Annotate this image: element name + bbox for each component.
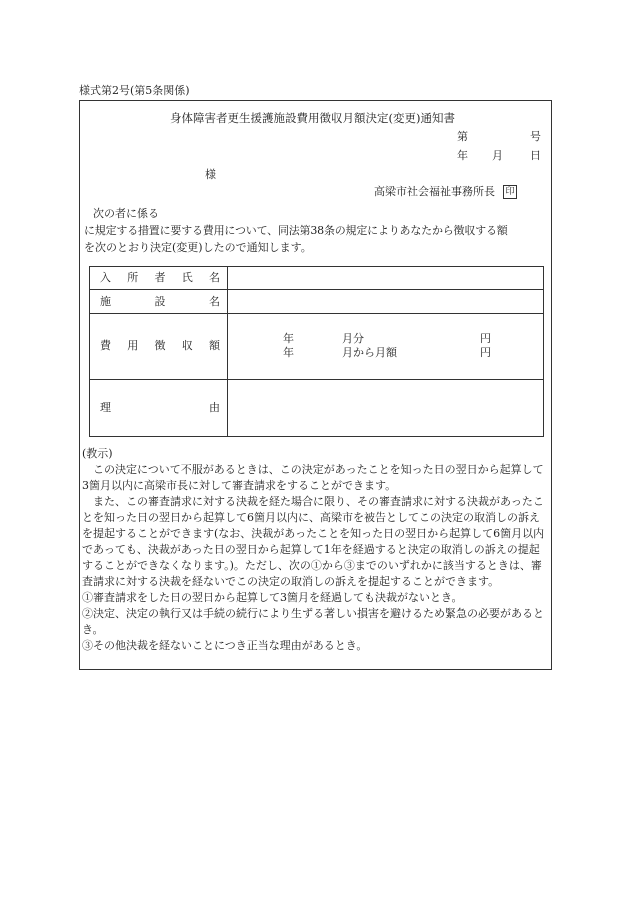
seal-stamp: 印	[503, 185, 517, 199]
fee-line-2-year: 年	[283, 346, 294, 359]
date-day: 日	[530, 149, 541, 162]
notes-heading: (教示)	[82, 447, 113, 460]
issuer	[374, 185, 517, 199]
label-reason: 理 由	[100, 401, 220, 414]
date-year: 年	[457, 149, 468, 162]
number-prefix: 第	[457, 130, 468, 143]
fee-line-1-detail: 月分	[342, 332, 364, 345]
table-row-divider	[90, 313, 543, 314]
intro-line-2: に規定する措置に要する費用について、同法第38条の規定によりあなたから徴収する額	[84, 224, 508, 237]
form-id: 様式第2号(第5条関係)	[79, 84, 190, 97]
label-fee-amount: 費 用 徴 収 額	[100, 339, 220, 352]
addressee-suffix: 様	[205, 168, 216, 181]
notes-paragraph-2: また、この審査請求に対する決裁を経た場合に限り、その審査請求に対する決裁があったことを知った日の翌日から起算して6箇月以内に、高梁市を被告としてこの決定の取消しの訴えを提起することができます(なお、決裁があったことを知った日の翌日から起算して6箇月以内であっても、決裁があった日の翌日から起算して1年を経過すると決定の取消しの訴えの提起することができなくなります。)。ただし、次の①から③までのいずれかに該当するときは、審査請求に対する決裁を経ないでこの決定の取消しの訴えを提起することができます。	[82, 495, 545, 588]
notes-paragraph-1: この決定について不服があるときは、この決定があったことを知った日の翌日から起算して3箇月以内に高梁市長に対して審査請求をすることができます。	[82, 463, 544, 492]
label-facility-name: 施 設 名	[100, 295, 220, 308]
fee-line-1-unit: 円	[480, 332, 491, 345]
table-row-divider	[90, 379, 543, 380]
intro-line-3: を次のとおり決定(変更)したので通知します。	[84, 241, 312, 254]
instruction-notes	[82, 446, 550, 654]
intro-line-1: 次の者に係る	[93, 207, 159, 220]
details-table	[89, 266, 544, 437]
fee-line-2-unit: 円	[480, 346, 491, 359]
number-suffix: 号	[530, 130, 541, 143]
table-column-divider	[227, 267, 228, 436]
fee-line-2-detail: 月から月額	[342, 346, 397, 359]
date-month: 月	[492, 149, 503, 162]
notes-item-1: ①審査請求をした日の翌日から起算して3箇月を経過しても決裁がないとき。	[82, 591, 463, 604]
label-resident-name: 入 所 者 氏 名	[100, 271, 220, 284]
notice-form	[79, 100, 552, 670]
notes-item-2: ②決定、決定の執行又は手続の続行により生ずる著しい損害を避けるため緊急の必要があるとき。	[82, 607, 544, 636]
table-row-divider	[90, 289, 543, 290]
document-title: 身体障害者更生援護施設費用徴収月額決定(変更)通知書	[170, 111, 455, 125]
fee-line-1-year: 年	[283, 332, 294, 345]
issuer-name: 高梁市社会福祉事務所長	[374, 185, 495, 198]
notes-item-3: ③その他決裁を経ないことにつき正当な理由があるとき。	[82, 639, 368, 652]
